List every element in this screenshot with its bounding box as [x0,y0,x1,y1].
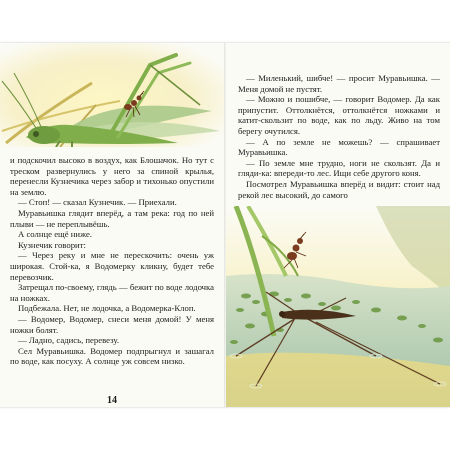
paragraph: Подбежала. Нет, не лодочка, а Водомерка-Клоп. [18,303,196,314]
paragraph: Посмотрел Муравьишка вперёд и видит: стоит над рекой лес высокий, до самого [238,178,440,200]
paragraph: Муравьишка глядит вперёд, а там река: год по ней плыви — не переплывёшь. [10,207,214,229]
paragraph: — Ладно, садись, перевезу. [18,335,120,346]
paragraph: Сел Муравьишка. Водомер подпрыгнул и зашагал по воде, как посуху. А солнце уж совсем низко. [10,345,214,367]
grasshopper-illustration [0,43,224,147]
paragraph: Кузнечик говорит: [18,239,86,250]
paragraph: — Стоп! — сказал Кузнечик. — Приехали. [18,197,177,208]
paragraph: Затрещал по-своему, глядь — бежит по воде лодочка на ножках. [10,282,214,303]
paragraph: — Можно и пошибче, — говорит Водомер. Да как припустит. Оттолкнётся, оттолкнётся ножками и катит-скользит по воде, как по льду. Живо на том берегу очутился. [238,94,440,136]
water-strider-illustration [226,206,450,407]
paragraph: — Миленький, шибче! — просит Муравьишка. — Меня домой не пустят. [238,73,440,94]
paragraph: — Через реку и мне не перескочить: очень уж широкая. Стой-ка, я Водомерку кликну, будет тебе перевозчик. [10,250,214,282]
paragraph: и подскочил высоко в воздух, как Блошачок. Но тут с треском развернулись у него за спиной крылья, перенесли Кузнечика через забор и тихонько опустили на землю. [10,155,214,197]
paragraph: — Водомер, Водомер, снеси меня домой! У меня ножки болят. [10,313,214,335]
right-page-text [238,73,440,200]
paragraph: — По земле мне трудно, ноги не скользят. Да и гляди-ка: впереди-то лес. Ищи себе другого коня. [238,157,440,179]
paragraph: А солнце ещё ниже. [18,229,92,240]
paragraph: — А по земле не можешь? — спрашивает Муравьишка. [238,136,440,158]
left-page-text [10,155,214,367]
page-number: 14 [107,395,117,406]
